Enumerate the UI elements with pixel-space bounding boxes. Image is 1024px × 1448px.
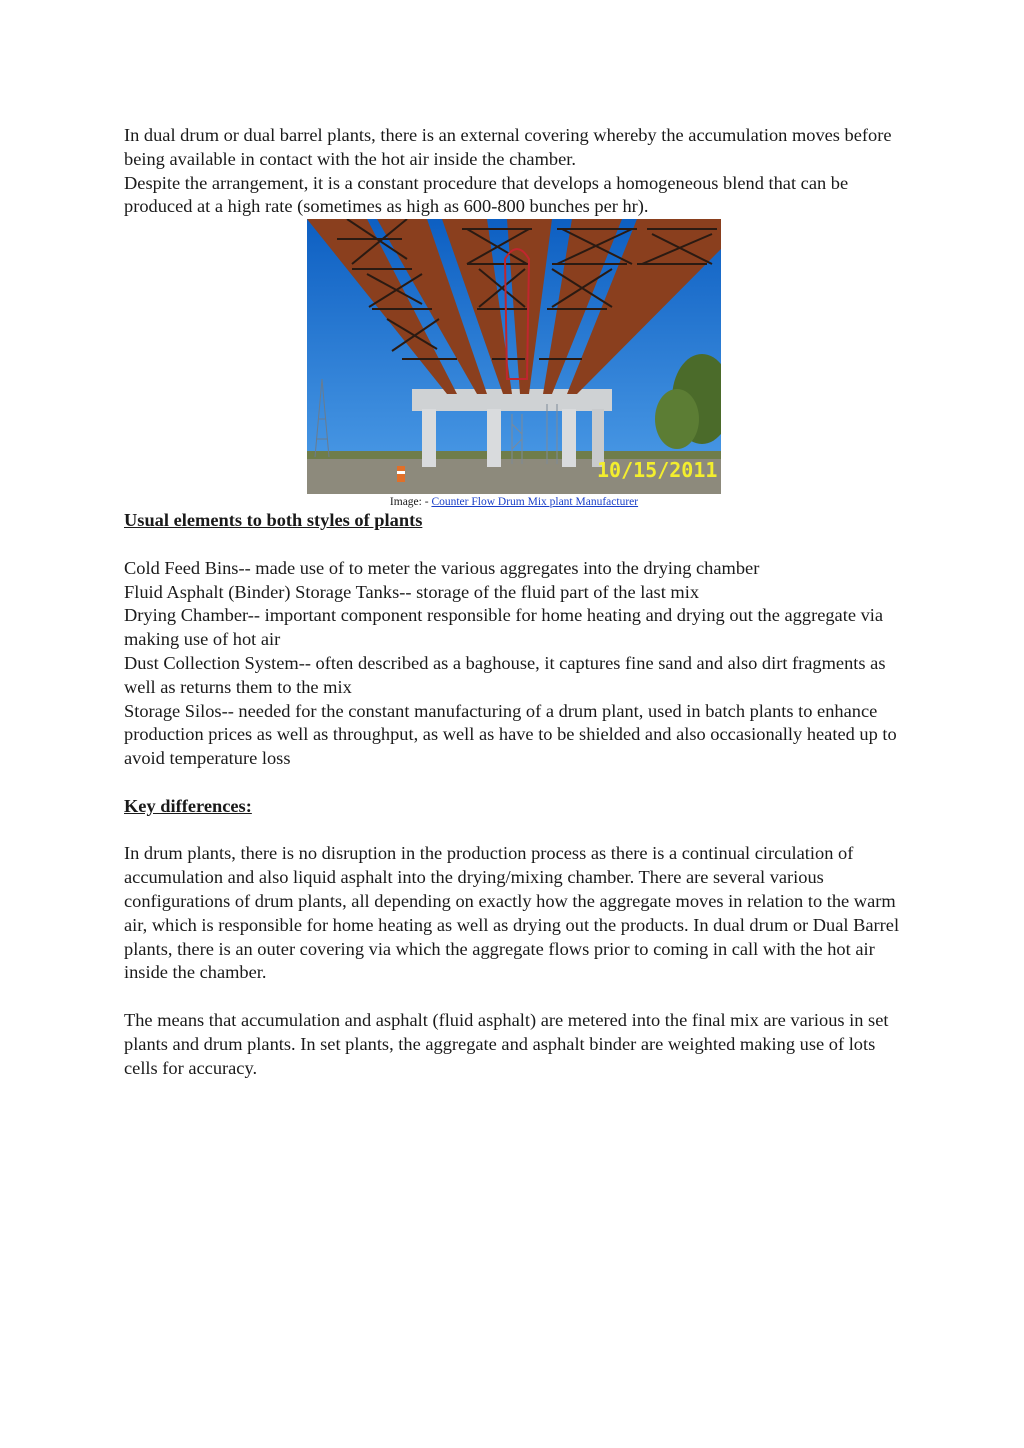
document-page — [124, 124, 904, 1080]
list-item: Dust Collection System-- often described as a baghouse, it captures fine sand and also dirt fragments as well as returns them to the mix — [124, 652, 886, 697]
figure — [124, 219, 904, 509]
list-item: Cold Feed Bins-- made use of to meter the various aggregates into the drying chamber — [124, 557, 760, 578]
section-heading-common: Usual elements to both styles of plants — [124, 510, 423, 531]
differences-paragraph-2: The means that accumulation and asphalt (fluid asphalt) are metered into the final mix are various in set plants and drum plants. In set plants, the aggregate and asphalt binder are weighted making use of lots cells for accuracy. — [124, 1009, 889, 1078]
bridge-photo — [307, 219, 721, 494]
spacer — [124, 771, 904, 795]
image-caption — [124, 495, 904, 509]
spacer — [124, 819, 904, 843]
caption-link[interactable]: Counter Flow Drum Mix plant Manufacturer — [431, 496, 639, 509]
spacer — [124, 985, 904, 1009]
section-heading-differences: Key differences: — [124, 795, 252, 816]
caption-prefix: Image: - — [389, 496, 432, 509]
intro-paragraph-2: Despite the arrangement, it is a constant procedure that develops a homogeneous blend that can be produced at a high rate (sometimes as high as 600-800 bunches per hr). — [124, 172, 849, 217]
photo-date-stamp: 10/15/2011 — [597, 458, 718, 483]
spacer — [124, 533, 904, 557]
list-item: Drying Chamber-- important component responsible for home heating and drying out the aggregate via making use of hot air — [124, 605, 884, 650]
list-item: Fluid Asphalt (Binder) Storage Tanks-- storage of the fluid part of the last mix — [124, 581, 700, 602]
differences-paragraph-1: In drum plants, there is no disruption in the production process as there is a continual circulation of accumulation and also liquid asphalt into the drying/mixing chamber. There are several various configurations of drum plants, all depending on exactly how the aggregate moves in relation to the warm air, which is responsible for home heating as well as drying out the products. In dual drum or Dual Barrel plants, there is an outer covering via which the aggregate flows prior to coming in call with the hot air inside the chamber. — [124, 843, 900, 983]
list-item: Storage Silos-- needed for the constant manufacturing of a drum plant, used in batch plants to enhance production prices as well as throughput, as well as have to be shielded and also occasionally heated up to avoid temperature loss — [124, 700, 897, 769]
intro-paragraph-1: In dual drum or dual barrel plants, there is an external covering whereby the accumulation moves before being available in contact with the hot air inside the chamber. — [124, 125, 892, 169]
